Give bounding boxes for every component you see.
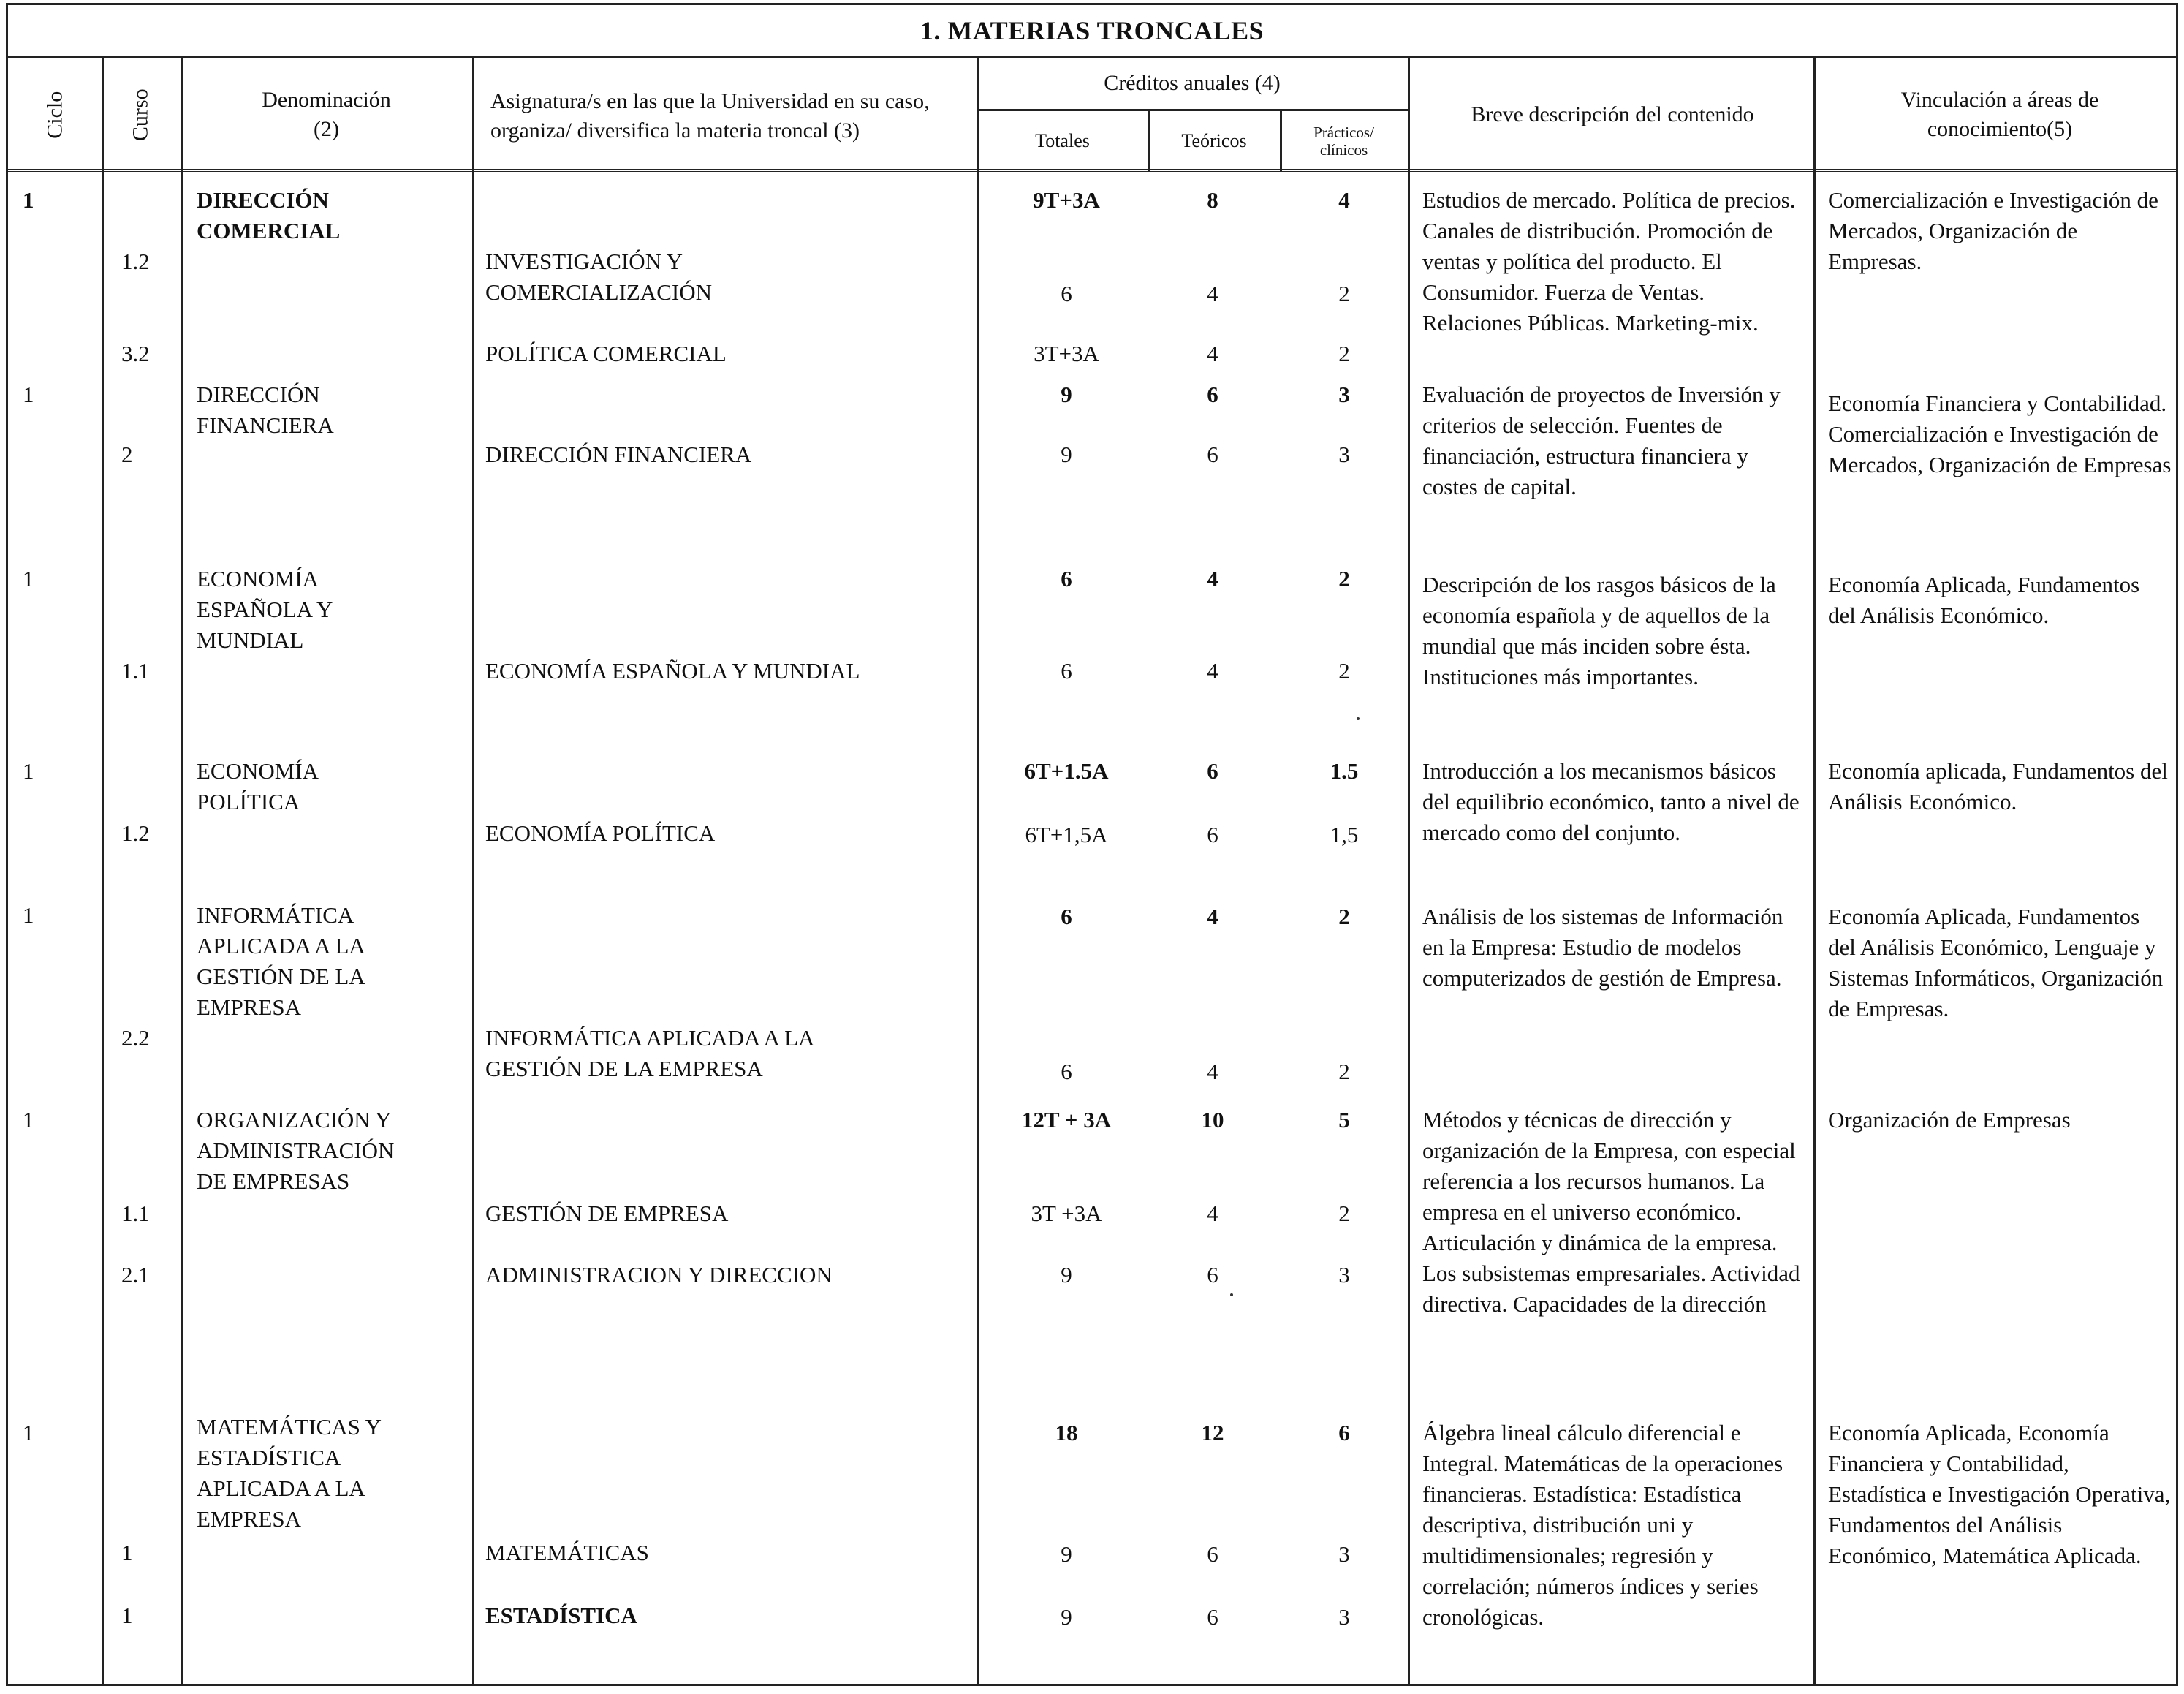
subject-totales: 9	[1061, 1262, 1072, 1287]
row-practicos: 2	[1338, 904, 1350, 929]
subject-name: ECONOMÍA POLÍTICA	[485, 820, 716, 846]
row-teoricos: 4	[1207, 566, 1218, 591]
row-ciclo: 1	[23, 187, 34, 213]
row-teoricos: 8	[1207, 187, 1218, 213]
row-practicos: 5	[1338, 1107, 1350, 1133]
row-practicos: 1.5	[1330, 758, 1359, 784]
header-creditos: Créditos anuales (4)	[1104, 70, 1281, 95]
subject-name: INVESTIGACIÓN Y COMERCIALIZACIÓN	[485, 249, 712, 305]
row-denominacion: ECONOMÍA POLÍTICA	[197, 758, 319, 814]
header-totales: Totales	[1035, 130, 1090, 152]
row-totales: 9T+3A	[1033, 187, 1100, 213]
subject-teoricos: 4	[1207, 1200, 1218, 1226]
row-ciclo: 1	[23, 566, 34, 591]
subject-curso: 2.2	[121, 1025, 150, 1051]
subject-totales: 3T +3A	[1031, 1200, 1102, 1226]
subject-curso: 1.2	[121, 249, 150, 274]
subject-practicos: 3	[1338, 1604, 1350, 1630]
row-teoricos: 4	[1207, 904, 1218, 929]
scan-speck	[1230, 1293, 1233, 1296]
row-totales: 6	[1061, 904, 1072, 929]
table-header	[8, 58, 2176, 172]
subject-totales: 3T+3A	[1034, 341, 1099, 366]
subject-curso: 1.2	[121, 820, 150, 846]
subject-totales: 6	[1061, 658, 1072, 684]
table-title: 1. MATERIAS TRONCALES	[8, 5, 2176, 58]
row-descripcion: Introducción a los mecanismos básicos del equilibrio económico, tanto a nivel de mercado como del conjunto.	[1422, 758, 1800, 845]
row-denominacion: DIRECCIÓN COMERCIAL	[197, 187, 341, 243]
subject-teoricos: 6	[1207, 1541, 1218, 1567]
subject-practicos: 1,5	[1330, 822, 1359, 847]
header-teoricos: Teóricos	[1181, 130, 1247, 152]
subject-teoricos: 6	[1207, 1604, 1218, 1630]
row-totales: 6T+1.5A	[1024, 758, 1109, 784]
subject-practicos: 2	[1338, 1200, 1350, 1226]
row-ciclo: 1	[23, 902, 34, 928]
subject-name: INFORMÁTICA APLICADA A LA GESTIÓN DE LA EMPRESA	[485, 1025, 815, 1081]
row-totales: 6	[1061, 566, 1072, 591]
row-descripcion: Análisis de los sistemas de Información en la Empresa: Estudio de modelos computerizados de gestión de Empresa.	[1422, 904, 1783, 991]
header-curso: Curso	[128, 88, 153, 141]
subject-totales: 9	[1061, 1604, 1072, 1630]
subject-practicos: 3	[1338, 1541, 1350, 1567]
header-denominacion: Denominación (2)	[262, 87, 391, 141]
row-descripcion: Descripción de los rasgos básicos de la economía española y de aquellos de la mundial que más inciden sobre ésta. Instituciones más importantes.	[1422, 572, 1776, 689]
subject-curso: 1.1	[121, 1200, 150, 1226]
subject-totales: 9	[1061, 1541, 1072, 1567]
row-descripcion: Métodos y técnicas de dirección y organización de la Empresa, con especial referencia a los recursos humanos. La empresa en el universo económico. Articulación y dinámica de la empresa. Los subsistemas empresariales. Actividad directiva. Capacidades de la dirección	[1422, 1107, 1800, 1317]
subject-name: ECONOMÍA ESPAÑOLA Y MUNDIAL	[485, 658, 860, 684]
row-teoricos: 6	[1207, 382, 1218, 407]
subject-name: ADMINISTRACION Y DIRECCION	[485, 1262, 833, 1287]
subject-practicos: 2	[1338, 281, 1350, 306]
subject-teoricos: 6	[1207, 822, 1218, 847]
subject-curso: 1	[121, 1603, 133, 1628]
subject-totales: 6T+1,5A	[1025, 822, 1108, 847]
row-descripcion: Álgebra lineal cálculo diferencial e Integral. Matemáticas de la operaciones financieras. Estadística: Estadística descriptiva, distribución uni y multidimensionales; regresión y correlación; números índices y series cronológicas.	[1422, 1420, 1783, 1630]
row-ciclo: 1	[23, 758, 34, 784]
subject-teoricos: 6	[1207, 442, 1218, 467]
subject-name: DIRECCIÓN FINANCIERA	[485, 442, 752, 467]
subject-curso: 2	[121, 442, 133, 467]
subject-curso: 2.1	[121, 1262, 150, 1287]
subject-teoricos: 4	[1207, 1059, 1218, 1084]
row-ciclo: 1	[23, 382, 34, 407]
row-practicos: 4	[1338, 187, 1350, 213]
subject-totales: 6	[1061, 1059, 1072, 1084]
header-descripcion: Breve descripción del contenido	[1471, 102, 1754, 126]
subject-name: GESTIÓN DE EMPRESA	[485, 1200, 729, 1226]
subject-teoricos: 4	[1207, 341, 1218, 366]
row-vinculacion: Organización de Empresas	[1828, 1107, 2071, 1133]
subject-teoricos: 4	[1207, 281, 1218, 306]
row-practicos: 3	[1338, 382, 1350, 407]
row-totales: 12T + 3A	[1021, 1107, 1112, 1133]
subject-teoricos: 6	[1207, 1262, 1218, 1287]
row-descripcion: Estudios de mercado. Política de precios. Canales de distribución. Promoción de ventas y política del producto. El Consumidor. Fuerza de Ventas. Relaciones Públicas. Marketing-mix.	[1422, 187, 1796, 336]
row-vinculacion: Economía Aplicada, Fundamentos del Análisis Económico, Lenguaje y Sistemas Informáticos, Organización de Empresas.	[1828, 904, 2164, 1021]
subject-name: MATEMÁTICAS	[485, 1540, 649, 1565]
table-body	[8, 175, 2176, 1684]
row-vinculacion: Economía Aplicada, Fundamentos del Análisis Económico.	[1828, 572, 2140, 628]
header-ciclo: Ciclo	[42, 91, 67, 139]
row-denominacion: DIRECCIÓN FINANCIERA	[197, 382, 334, 438]
scan-speck	[1357, 717, 1360, 720]
header-vinculacion: Vinculación a áreas de conocimiento(5)	[1900, 87, 2099, 141]
row-vinculacion: Economía Financiera y Contabilidad. Comercialización e Investigación de Mercados, Organización de Empresas	[1828, 390, 2172, 477]
row-descripcion: Evaluación de proyectos de Inversión y criterios de selección. Fuentes de financiación, estructura financiera y costes de capital.	[1422, 382, 1781, 499]
subject-curso: 3.2	[121, 341, 150, 366]
row-teoricos: 10	[1201, 1107, 1224, 1133]
subject-practicos: 2	[1338, 1059, 1350, 1084]
row-vinculacion: Economía Aplicada, Economía Financiera y Contabilidad, Estadística e Investigación Operativa, Fundamentos del Análisis Económico, Matemática Aplicada.	[1828, 1420, 2171, 1568]
subject-teoricos: 4	[1207, 658, 1218, 684]
row-teoricos: 12	[1201, 1420, 1224, 1445]
row-ciclo: 1	[23, 1107, 34, 1133]
row-ciclo: 1	[23, 1420, 34, 1445]
subject-name: ESTADÍSTICA	[485, 1603, 637, 1628]
row-practicos: 2	[1338, 566, 1350, 591]
row-vinculacion: Comercialización e Investigación de Mercados, Organización de Empresas.	[1828, 187, 2158, 274]
row-teoricos: 6	[1207, 758, 1218, 784]
subject-totales: 9	[1061, 442, 1072, 467]
row-denominacion: INFORMÁTICA APLICADA A LA GESTIÓN DE LA EMPRESA	[197, 902, 365, 1020]
subject-practicos: 3	[1338, 442, 1350, 467]
subject-practicos: 3	[1338, 1262, 1350, 1287]
subject-practicos: 2	[1338, 341, 1350, 366]
row-vinculacion: Economía aplicada, Fundamentos del Análisis Económico.	[1828, 758, 2168, 814]
row-denominacion: ECONOMÍA ESPAÑOLA Y MUNDIAL	[197, 566, 333, 653]
subject-curso: 1	[121, 1540, 133, 1565]
row-totales: 18	[1055, 1420, 1078, 1445]
document-page	[6, 3, 2178, 1686]
subject-practicos: 2	[1338, 658, 1350, 684]
subject-curso: 1.1	[121, 658, 150, 684]
subject-name: POLÍTICA COMERCIAL	[485, 341, 727, 366]
row-practicos: 6	[1338, 1420, 1350, 1445]
header-asignaturas: Asignatura/s en las que la Universidad en su caso, organiza/ diversifica la materia troncal (3)	[490, 88, 930, 143]
row-totales: 9	[1061, 382, 1072, 407]
subject-totales: 6	[1061, 281, 1072, 306]
row-denominacion: MATEMÁTICAS Y ESTADÍSTICA APLICADA A LA EMPRESA	[197, 1414, 382, 1532]
header-practicos: Prácticos/ clínicos	[1313, 123, 1374, 159]
row-denominacion: ORGANIZACIÓN Y ADMINISTRACIÓN DE EMPRESAS	[197, 1107, 395, 1194]
